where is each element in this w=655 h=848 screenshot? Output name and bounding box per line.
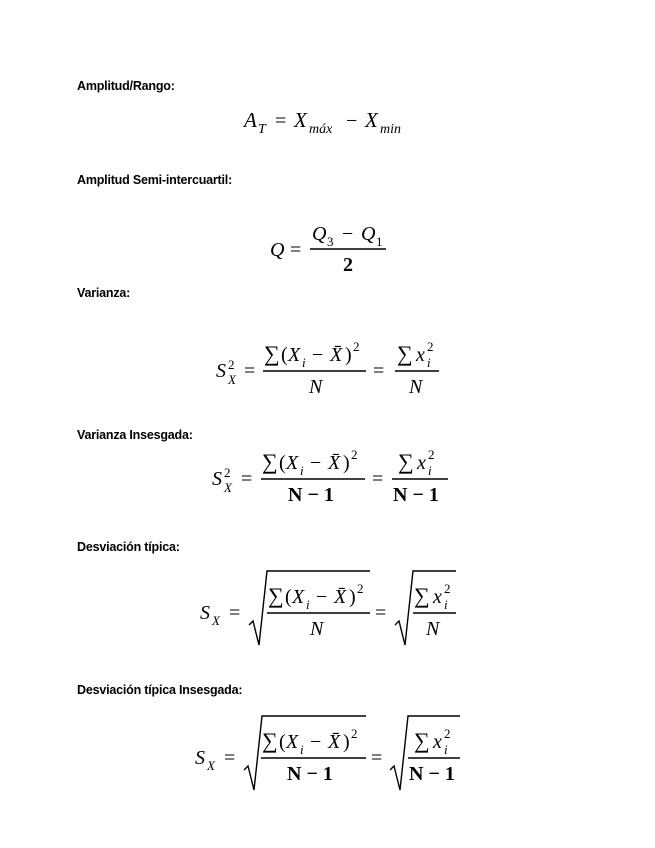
- math-symbol-rparen: ): [343, 731, 350, 753]
- formula-amplitud-rango: [0, 102, 655, 142]
- math-symbol-xbar: X̄: [330, 344, 343, 366]
- math-symbol-n: N: [310, 618, 324, 640]
- math-symbol-s: S: [200, 602, 210, 624]
- math-symbol-i: i: [428, 463, 432, 478]
- math-symbol-s: S: [216, 360, 226, 382]
- math-symbol-one: 1: [376, 234, 383, 249]
- math-symbol-i: i: [444, 597, 448, 612]
- math-symbol-t: T: [258, 122, 266, 137]
- math-symbol-sigma: ∑: [262, 728, 278, 753]
- math-symbol-i: i: [302, 355, 306, 370]
- math-symbol-xbar: X̄: [328, 731, 341, 753]
- math-symbol-lparen: (: [279, 731, 286, 753]
- math-symbol-lparen: (: [281, 344, 288, 366]
- math-symbol-i: i: [444, 742, 448, 757]
- math-symbol-eq: =: [244, 360, 256, 382]
- math-symbol-nminus1: N − 1: [287, 763, 333, 785]
- math-symbol-xbar: X̄: [328, 452, 341, 474]
- math-symbol-two: 2: [351, 447, 358, 462]
- math-symbol-x: X: [286, 452, 299, 474]
- math-symbol-q: Q: [312, 223, 327, 245]
- math-symbol-sigma: ∑: [414, 583, 430, 608]
- math-symbol-nminus1: N − 1: [288, 484, 334, 506]
- heading-amplitud-semi-intercuartil: Amplitud Semi-intercuartil:: [77, 173, 233, 187]
- math-symbol-x: x: [433, 731, 442, 753]
- math-symbol-s: S: [195, 747, 205, 769]
- math-symbol-three: 3: [327, 234, 334, 249]
- math-symbol-eq: =: [241, 468, 253, 490]
- math-symbol-eq: =: [375, 602, 387, 624]
- math-symbol-xbar: X̄: [334, 586, 347, 608]
- math-symbol-n: N: [409, 376, 423, 398]
- math-symbol-lparen: (: [285, 586, 292, 608]
- math-symbol-sigma: ∑: [397, 341, 413, 366]
- math-symbol-sigma: ∑: [262, 449, 278, 474]
- math-symbol-rparen: ): [349, 586, 356, 608]
- math-symbol-minus: −: [342, 223, 354, 245]
- math-symbol-eq: =: [371, 747, 383, 769]
- math-symbol-minus: −: [316, 586, 328, 608]
- math-symbol-rparen: ): [345, 344, 352, 366]
- formula-varianza-insesgada: [0, 443, 655, 513]
- math-symbol-eq: =: [290, 239, 302, 261]
- math-symbol-sigma: ∑: [414, 728, 430, 753]
- math-symbol-max: máx: [309, 122, 333, 137]
- math-symbol-two: 2: [228, 357, 235, 372]
- formula-varianza: [0, 335, 655, 405]
- math-symbol-x: x: [416, 344, 425, 366]
- math-symbol-q: Q: [270, 239, 285, 261]
- math-symbol-x: X: [365, 108, 378, 132]
- math-symbol-two: 2: [343, 254, 353, 276]
- math-symbol-eq: =: [224, 747, 236, 769]
- math-symbol-eq: =: [372, 468, 384, 490]
- formula-desviacion-tipica: [0, 565, 655, 650]
- math-symbol-two: 2: [357, 581, 364, 596]
- math-symbol-x: X: [207, 758, 215, 773]
- math-symbol-minus: −: [346, 110, 358, 132]
- math-symbol-nminus1: N − 1: [393, 484, 439, 506]
- math-symbol-nminus1: N − 1: [409, 763, 455, 785]
- math-symbol-sigma: ∑: [398, 449, 414, 474]
- formula-amplitud-semi-intercuartil: [0, 218, 655, 278]
- heading-desviacion-tipica-insesgada: Desviación típica Insesgada:: [77, 683, 243, 697]
- math-symbol-n: N: [426, 618, 440, 640]
- math-symbol-eq: =: [373, 360, 385, 382]
- math-symbol-two: 2: [444, 581, 451, 596]
- math-symbol-two: 2: [427, 339, 434, 354]
- heading-varianza-insesgada: Varianza Insesgada:: [77, 428, 193, 442]
- math-symbol-s: S: [212, 468, 222, 490]
- math-symbol-minus: −: [310, 452, 322, 474]
- math-symbol-two: 2: [224, 465, 231, 480]
- math-symbol-lparen: (: [279, 452, 286, 474]
- math-symbol-x: X: [294, 108, 307, 132]
- formula-desviacion-tipica-insesgada: [0, 708, 655, 798]
- math-symbol-x: X: [286, 731, 299, 753]
- math-symbol-two: 2: [444, 726, 451, 741]
- math-symbol-i: i: [306, 597, 310, 612]
- math-symbol-minus: −: [312, 344, 324, 366]
- math-symbol-i: i: [300, 463, 304, 478]
- heading-amplitud-rango: Amplitud/Rango:: [77, 79, 175, 93]
- math-symbol-rparen: ): [343, 452, 350, 474]
- math-symbol-q: Q: [361, 223, 376, 245]
- math-symbol-x: X: [212, 613, 220, 628]
- math-symbol-eq: =: [229, 602, 241, 624]
- math-symbol-two: 2: [351, 726, 358, 741]
- math-symbol-x: x: [433, 586, 442, 608]
- math-symbol-sigma: ∑: [268, 583, 284, 608]
- math-symbol-eq: =: [275, 110, 287, 132]
- math-symbol-i: i: [300, 742, 304, 757]
- math-symbol-x: X: [228, 372, 236, 387]
- math-symbol-two: 2: [353, 339, 360, 354]
- math-symbol-x: x: [417, 452, 426, 474]
- heading-desviacion-tipica: Desviación típica:: [77, 540, 180, 554]
- math-symbol-x: X: [224, 480, 232, 495]
- math-symbol-min: min: [380, 122, 401, 137]
- heading-varianza: Varianza:: [77, 286, 131, 300]
- math-symbol-a: A: [244, 108, 257, 132]
- math-symbol-x: X: [288, 344, 301, 366]
- math-symbol-two: 2: [428, 447, 435, 462]
- math-symbol-x: X: [292, 586, 305, 608]
- math-symbol-n: N: [309, 376, 323, 398]
- math-symbol-sigma: ∑: [264, 341, 280, 366]
- math-symbol-minus: −: [310, 731, 322, 753]
- math-symbol-i: i: [427, 355, 431, 370]
